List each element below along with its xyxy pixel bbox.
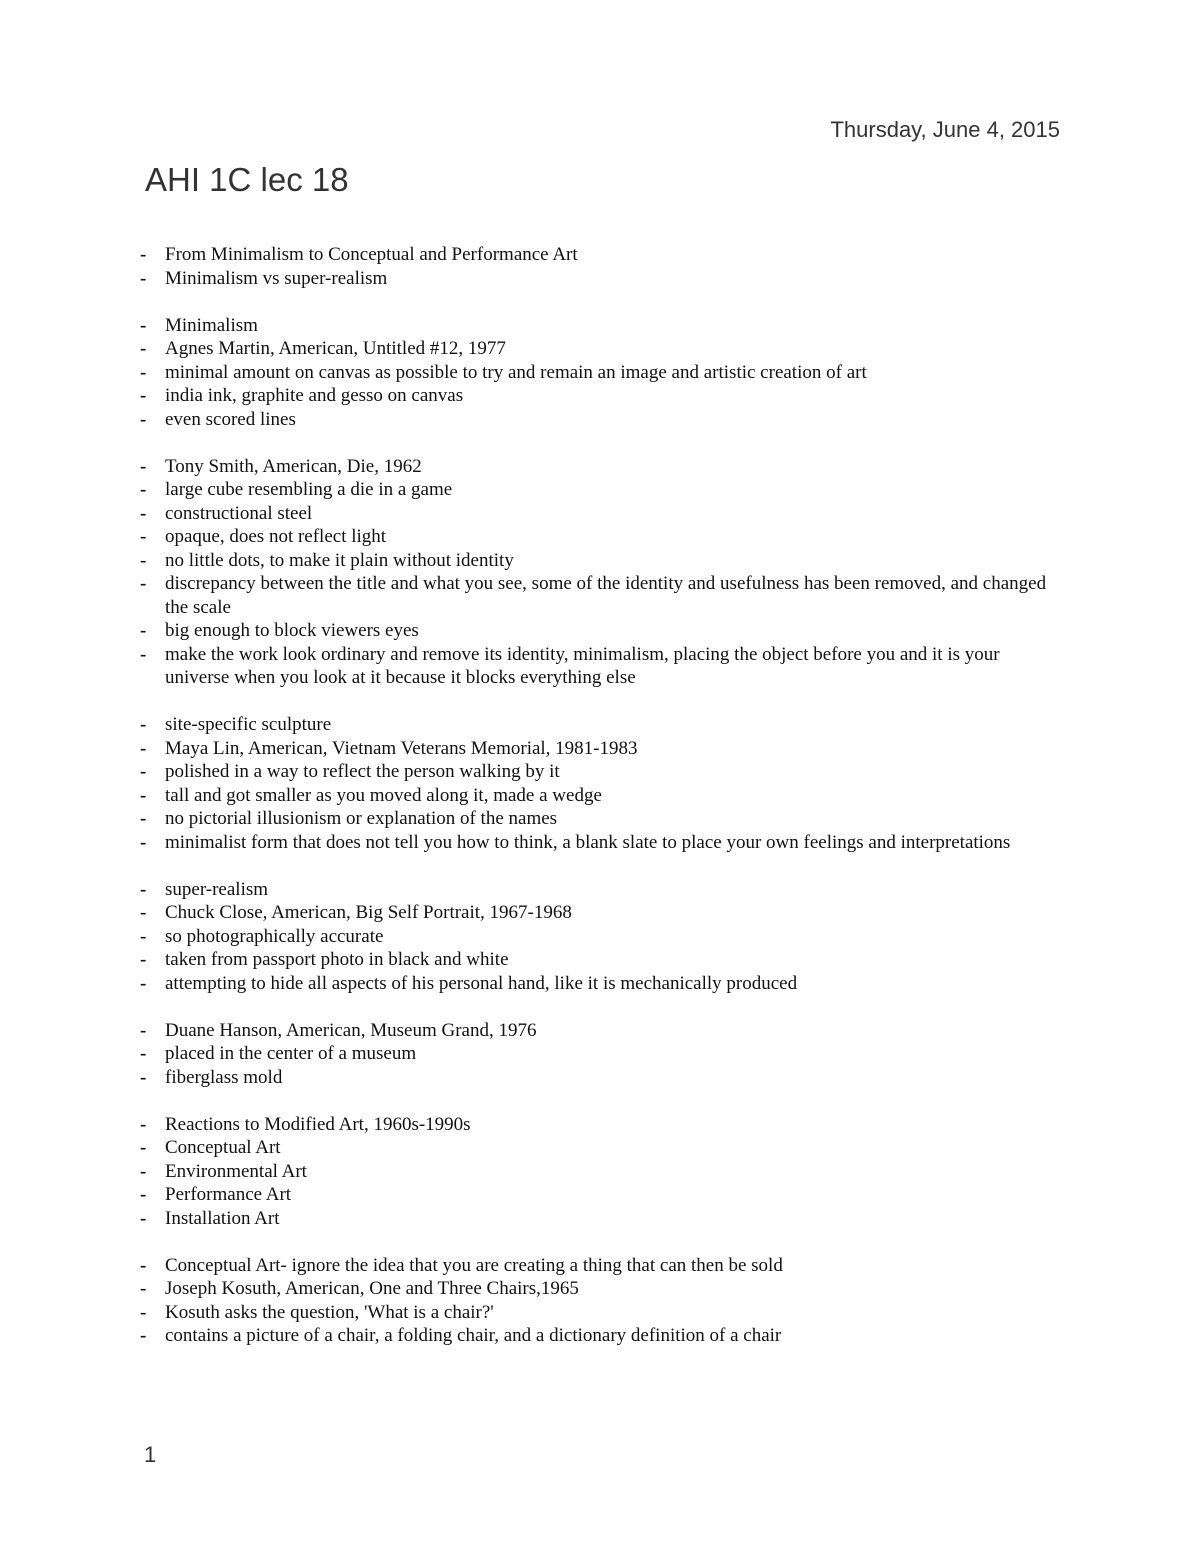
list-item: - Maya Lin, American, Vietnam Veterans Memorial, 1981-1983 <box>138 737 1068 761</box>
list-item: - Agnes Martin, American, Untitled #12, 1977 <box>138 337 1068 361</box>
notes-section-duane-hanson <box>138 1019 1068 1090</box>
list-item: - Installation Art <box>138 1207 1068 1231</box>
list-item: - no pictorial illusionism or explanation of the names <box>138 807 1068 831</box>
list-item: - Environmental Art <box>138 1160 1068 1184</box>
document-date: Thursday, June 4, 2015 <box>830 117 1060 142</box>
notes-section-tony-smith <box>138 455 1068 690</box>
list-item: - discrepancy between the title and what you see, some of the identity and usefulness has been removed, and changed the scale <box>138 572 1068 619</box>
notes-section-conceptual-art <box>138 1254 1068 1348</box>
list-item: - large cube resembling a die in a game <box>138 478 1068 502</box>
list-item: - opaque, does not reflect light <box>138 525 1068 549</box>
page-number: 1 <box>144 1442 157 1467</box>
list-item: - Kosuth asks the question, 'What is a chair?' <box>138 1301 1068 1325</box>
list-item: - super-realism <box>138 878 1068 902</box>
list-item: - site-specific sculpture <box>138 713 1068 737</box>
list-item: - polished in a way to reflect the person walking by it <box>138 760 1068 784</box>
notes-section-reactions <box>138 1113 1068 1231</box>
list-item: - Duane Hanson, American, Museum Grand, 1976 <box>138 1019 1068 1043</box>
list-item: - Conceptual Art- ignore the idea that you are creating a thing that can then be sold <box>138 1254 1068 1278</box>
list-item: - constructional steel <box>138 502 1068 526</box>
list-item: - From Minimalism to Conceptual and Performance Art <box>138 243 1068 267</box>
list-item: - attempting to hide all aspects of his personal hand, like it is mechanically produced <box>138 972 1068 996</box>
list-item: - Performance Art <box>138 1183 1068 1207</box>
list-item: - Reactions to Modified Art, 1960s-1990s <box>138 1113 1068 1137</box>
list-item: - Minimalism vs super-realism <box>138 267 1068 291</box>
notes-section-maya-lin <box>138 713 1068 854</box>
list-item: - even scored lines <box>138 408 1068 432</box>
list-item: - contains a picture of a chair, a folding chair, and a dictionary definition of a chair <box>138 1324 1068 1348</box>
page-title: AHI 1C lec 18 <box>145 161 349 198</box>
list-item: - tall and got smaller as you moved along it, made a wedge <box>138 784 1068 808</box>
list-item: - Joseph Kosuth, American, One and Three Chairs,1965 <box>138 1277 1068 1301</box>
list-item: - Chuck Close, American, Big Self Portrait, 1967-1968 <box>138 901 1068 925</box>
notes-section-chuck-close <box>138 878 1068 996</box>
list-item: - no little dots, to make it plain without identity <box>138 549 1068 573</box>
list-item: - so photographically accurate <box>138 925 1068 949</box>
list-item: - Tony Smith, American, Die, 1962 <box>138 455 1068 479</box>
list-item: - minimalist form that does not tell you how to think, a blank slate to place your own feelings and interpretations <box>138 831 1068 855</box>
list-item: - india ink, graphite and gesso on canvas <box>138 384 1068 408</box>
list-item: - Conceptual Art <box>138 1136 1068 1160</box>
list-item: - big enough to block viewers eyes <box>138 619 1068 643</box>
list-item: - fiberglass mold <box>138 1066 1068 1090</box>
notes-section-intro <box>138 243 1068 290</box>
list-item: - minimal amount on canvas as possible to try and remain an image and artistic creation of art <box>138 361 1068 385</box>
list-item: - placed in the center of a museum <box>138 1042 1068 1066</box>
lecture-notes <box>138 243 1068 1371</box>
list-item: - make the work look ordinary and remove its identity, minimalism, placing the object before you and it is your universe when you look at it because it blocks everything else <box>138 643 1068 690</box>
list-item: - Minimalism <box>138 314 1068 338</box>
list-item: - taken from passport photo in black and white <box>138 948 1068 972</box>
notes-section-agnes-martin <box>138 314 1068 432</box>
